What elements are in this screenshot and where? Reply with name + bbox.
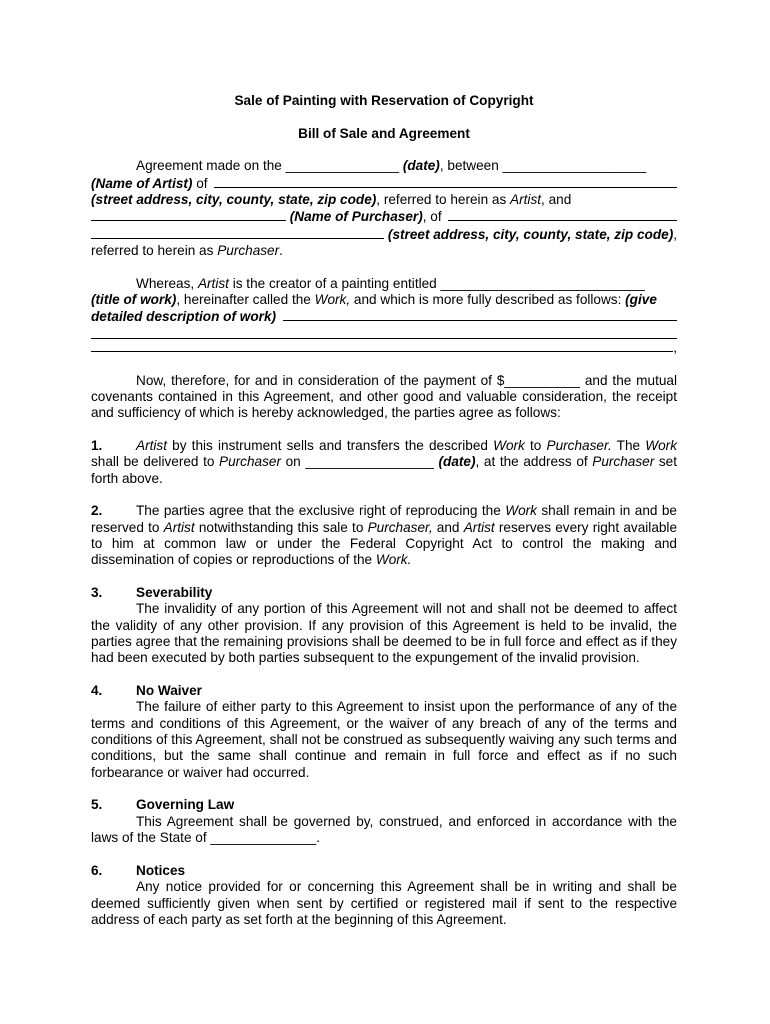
section-heading-text: Severability bbox=[136, 584, 213, 600]
text-segment: (street address, city, county, state, zip code) bbox=[91, 192, 377, 208]
section-1 bbox=[91, 438, 677, 487]
section-heading-text: Governing Law bbox=[136, 797, 235, 813]
section-body bbox=[91, 601, 677, 666]
text-segment: shall be delivered to bbox=[91, 454, 220, 470]
blank-line bbox=[283, 308, 677, 321]
text-segment: (title of work) bbox=[91, 292, 177, 308]
text-segment: Whereas, bbox=[136, 275, 198, 291]
text-segment bbox=[276, 309, 280, 325]
text-segment: on _________________ bbox=[281, 454, 439, 470]
text-segment: , between ___________________ bbox=[439, 158, 647, 174]
section-number: 1. bbox=[91, 437, 103, 453]
document-line bbox=[91, 192, 677, 208]
section-body bbox=[91, 814, 677, 847]
section-heading bbox=[91, 585, 677, 601]
text-segment: detailed description of work) bbox=[91, 309, 277, 325]
sections bbox=[91, 438, 677, 928]
text-segment: notwithstanding this sale to bbox=[194, 519, 368, 535]
blank-line bbox=[91, 208, 286, 221]
text-segment: shall remain in and be reserved to bbox=[91, 503, 677, 535]
text-segment: by this instrument sells and transfers the described bbox=[166, 437, 494, 453]
text-segment: referred to herein as bbox=[91, 243, 218, 259]
document-line bbox=[91, 208, 677, 225]
text-segment: is the creator of a painting entitled ___________________________ bbox=[228, 275, 645, 291]
text-segment: and bbox=[432, 519, 464, 535]
text-segment: Artist bbox=[463, 519, 495, 535]
section-heading bbox=[91, 683, 677, 699]
text-segment: Any notice provided for or concerning this Agreement shall be in writing and shall be deemed sufficiently given when sent by certified or registered mail if sent to the respective address of each party as set forth at the beginning of this Agreement. bbox=[91, 879, 677, 927]
text-segment: Work. bbox=[375, 552, 412, 568]
document-line bbox=[91, 226, 677, 243]
section-heading-text: Notices bbox=[136, 862, 186, 878]
text-segment: , bbox=[673, 339, 677, 355]
text-segment: , at the address of bbox=[475, 454, 593, 470]
now-therefore-paragraph bbox=[91, 373, 677, 422]
document-line bbox=[91, 308, 677, 325]
document-line bbox=[91, 158, 677, 174]
section-body bbox=[91, 879, 677, 928]
text-segment: , hereinafter called the bbox=[176, 292, 315, 308]
document-line bbox=[91, 292, 677, 308]
text-segment: Purchaser. bbox=[546, 437, 612, 453]
text-segment: Work, bbox=[314, 292, 351, 308]
document-line bbox=[91, 175, 677, 192]
text-segment: Work bbox=[645, 437, 677, 453]
text-segment: , and bbox=[541, 192, 572, 208]
section-body bbox=[91, 699, 677, 781]
text-segment: Work bbox=[505, 503, 537, 519]
text-segment: to bbox=[524, 437, 547, 453]
text-segment: Purchaser, bbox=[367, 519, 433, 535]
text-segment: The failure of either party to this Agreement to insist upon the performance of any of the terms and conditions of this Agreement, or the waiver of any breach of any of the terms and conditions of this Agreement, shall not be construed as subsequently waiving any such terms and conditions, but the same shall continue and remain in full force and effect as if no such forbearance or waiver had occurred. bbox=[91, 699, 677, 780]
text-segment: set forth above. bbox=[91, 454, 677, 486]
text-segment: (date) bbox=[402, 158, 440, 174]
intro-paragraph bbox=[91, 158, 677, 259]
blank-line bbox=[214, 175, 677, 188]
text-segment: , bbox=[673, 226, 677, 242]
document-page bbox=[91, 93, 677, 945]
text-segment: (Name of Purchaser) bbox=[289, 209, 423, 225]
document-subtitle: Bill of Sale and Agreement bbox=[298, 125, 470, 141]
section-heading bbox=[91, 863, 677, 879]
section-number: 5. bbox=[91, 797, 103, 813]
section-number: 6. bbox=[91, 862, 103, 878]
text-segment: Artist bbox=[510, 192, 542, 208]
blank-line bbox=[91, 226, 384, 239]
text-segment: This Agreement shall be governed by, construed, and enforced in accordance with the laws of the State of ______________. bbox=[91, 813, 677, 846]
blank-line bbox=[91, 339, 673, 352]
text-segment: Artist bbox=[163, 519, 195, 535]
text-segment: Agreement made on the _______________ bbox=[136, 158, 403, 174]
section-6 bbox=[91, 863, 677, 928]
text-segment: Purchaser bbox=[592, 454, 655, 470]
document-title: Sale of Painting with Reservation of Copyright bbox=[234, 93, 534, 108]
text-segment: , referred to herein as bbox=[376, 192, 511, 208]
text-segment: (street address, city, county, state, zip code) bbox=[387, 226, 674, 242]
blank-line bbox=[448, 208, 677, 221]
text-segment: Purchaser bbox=[217, 243, 280, 259]
section-5 bbox=[91, 797, 677, 846]
section-heading-text: No Waiver bbox=[136, 683, 202, 699]
section-number: 2. bbox=[91, 503, 103, 519]
text-segment: (Name of Artist) bbox=[91, 175, 193, 191]
text-segment: reserves every right available to him at common law or under the Federal Copyright Act to control the making and dissemination of copies or reproductions of the bbox=[91, 519, 678, 568]
text-segment: and which is more fully described as follows: bbox=[350, 292, 626, 308]
text-segment: Artist bbox=[197, 275, 229, 291]
section-2 bbox=[91, 503, 677, 568]
whereas-paragraph bbox=[91, 276, 677, 356]
document-line bbox=[91, 243, 677, 259]
text-segment: The invalidity of any portion of this Agreement will not and shall not be deemed to affect the validity of any other provision. If any provision of this Agreement is held to be invalid, the parties agree that the remaining provisions shall be deemed to be in full force and effect as if they had been executed by both parties subsequent to the expungement of the invalid provision. bbox=[91, 601, 677, 666]
text-segment: (date) bbox=[438, 454, 476, 470]
text-segment: The parties agree that the exclusive right of reproducing the bbox=[136, 503, 506, 519]
text-segment: The bbox=[611, 437, 646, 453]
text-segment: , of bbox=[422, 209, 446, 225]
text-segment: Now, therefore, for and in consideration of the payment of $__________ and the mutual covenants contained in this Agreement, and other good and valuable consideration, the receipt and sufficiency of which is hereby acknowledged, the parties agree as follows: bbox=[91, 372, 677, 421]
text-segment: Work bbox=[493, 437, 525, 453]
text-segment: Artist bbox=[136, 437, 167, 453]
document-line bbox=[91, 276, 677, 292]
text-segment: . bbox=[279, 243, 283, 259]
blank-line bbox=[91, 326, 677, 339]
document-line bbox=[91, 326, 677, 339]
section-number: 3. bbox=[91, 584, 103, 600]
text-segment: (give bbox=[625, 292, 657, 308]
section-3 bbox=[91, 585, 677, 667]
section-number: 4. bbox=[91, 683, 103, 699]
text-segment: of bbox=[192, 175, 212, 191]
document-line bbox=[91, 339, 677, 356]
section-4 bbox=[91, 683, 677, 781]
text-segment: Purchaser bbox=[219, 454, 281, 470]
section-heading bbox=[91, 797, 677, 813]
